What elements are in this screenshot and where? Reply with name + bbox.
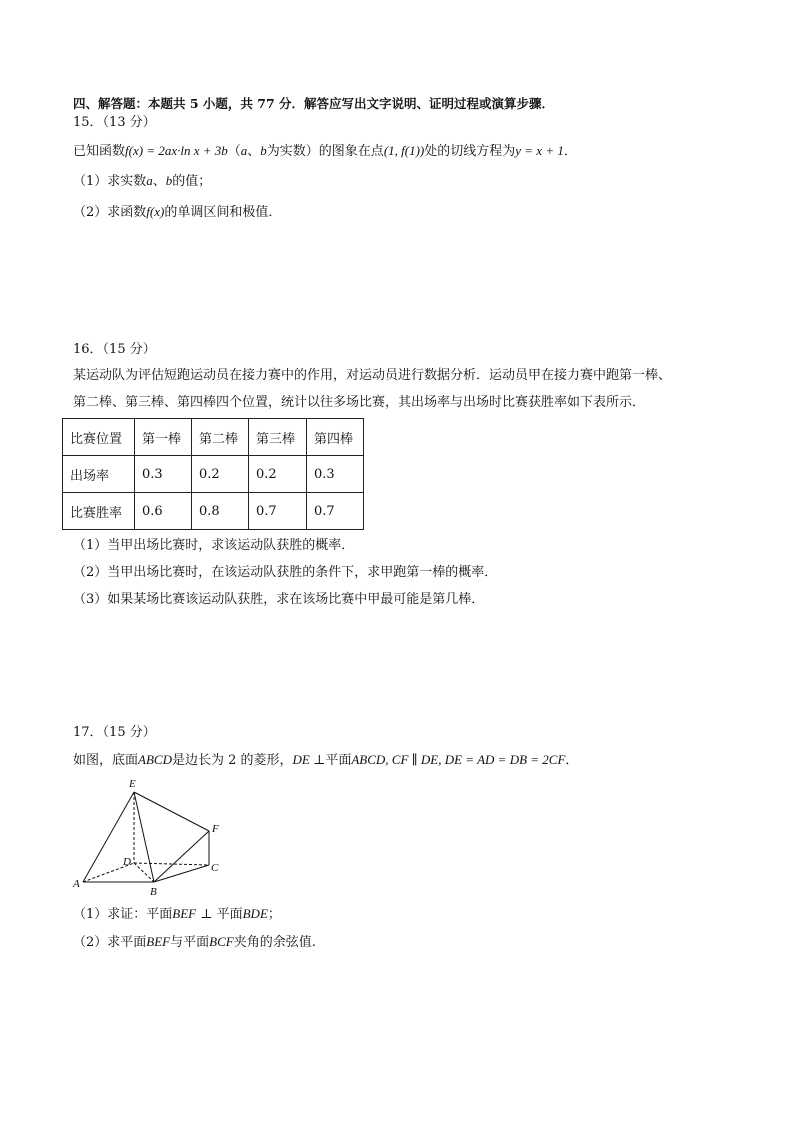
q15-stem-text-b: （ [227, 144, 241, 159]
q15-part1-text-b: 、 [152, 174, 166, 189]
vertex-label-e: E [129, 778, 136, 790]
q15-part2 [73, 203, 281, 222]
table-cell: 0.8 [192, 493, 249, 530]
q15-part1-var-a: a [146, 173, 153, 188]
table-header-cell: 比赛位置 [63, 419, 135, 456]
vertex-label-f: F [212, 823, 219, 835]
q17-part2-text-b: 与平面 [170, 935, 210, 950]
q15-tangent-point: (1, f(1)) [383, 143, 425, 158]
table-header-cell: 第二棒 [192, 419, 249, 456]
q17-part2-plane-bef: BEF [146, 934, 171, 949]
q15-stem-text-c: 、 [247, 144, 261, 159]
q17-part1-plane-bde: BDE [242, 906, 268, 921]
q16-part2: （2）当甲出场比赛时，在该运动队获胜的条件下，求甲跑第一棒的概率． [73, 565, 498, 580]
table-header-cell: 第四棒 [307, 419, 364, 456]
vertex-label-b: B [150, 886, 157, 898]
q17-part2-text-a: （2）求平面 [73, 935, 147, 950]
q15-part1-var-b: b [165, 173, 173, 188]
q17-part1-text-b: ⊥ 平面 [196, 907, 243, 922]
q17-base-name: ABCD [138, 752, 172, 767]
edge-dc-hidden [134, 863, 209, 865]
q15-stem-text-f: ． [563, 144, 577, 159]
q15-stem-text-e: 处的切线方程为 [424, 144, 516, 159]
q17-stem-text-d: ． [565, 753, 579, 768]
q17-part2-plane-bcf: BCF [209, 934, 234, 949]
q17-part1-text-c: ； [267, 907, 281, 922]
q17-stem [73, 751, 578, 770]
q17-geometry-figure [66, 774, 236, 900]
q16-part3: （3）如果某场比赛该运动队获胜，求在该场比赛中甲最可能是第几棒． [73, 592, 485, 607]
table-cell: 0.6 [135, 493, 192, 530]
q16-part1: （1）当甲出场比赛时，求该运动队获胜的概率． [73, 538, 355, 553]
q15-stem [73, 142, 577, 161]
edge-bf [154, 831, 209, 882]
q15-var-a: a [240, 143, 248, 158]
q17-perp-condition: DE ⊥ [292, 752, 326, 767]
q17-part1-text-a: （1）求证：平面 [73, 907, 173, 922]
table-header-cell: 第一棒 [135, 419, 192, 456]
q17-header: 17．（15 分） [73, 725, 156, 740]
table-cell: 0.2 [249, 456, 307, 493]
q17-part1 [73, 905, 281, 924]
q17-stem-text-c: 平面 [325, 753, 352, 768]
q15-function-name: f(x) [125, 143, 144, 158]
q17-part2 [73, 933, 316, 952]
table-cell: 0.2 [192, 456, 249, 493]
vertex-label-a: A [73, 878, 80, 890]
q15-tangent-equation: y = x + 1 [515, 143, 564, 158]
table-cell: 0.3 [135, 456, 192, 493]
section-heading: 四、解答题：本题共 5 小题，共 77 分．解答应写出文字说明、证明过程或演算步骤． [73, 96, 555, 111]
q17-stem-text-b: 是边长为 2 的菱形， [171, 753, 293, 768]
table-cell: 0.3 [307, 456, 364, 493]
q16-stem-line2: 第二棒、第三棒、第四棒四个位置，统计以往多场比赛，其出场率与出场时比赛获胜率如下表所示． [73, 395, 646, 410]
q15-header: 15．（13 分） [73, 115, 156, 130]
edge-bc [154, 865, 209, 882]
table-header-row [63, 419, 364, 456]
q17-stem-text-a: 如图，底面 [73, 753, 139, 768]
q15-part2-function: f(x) [146, 204, 165, 219]
table-cell: 0.7 [307, 493, 364, 530]
q15-function-expression: = 2ax·ln x + 3b [143, 143, 228, 158]
q15-part1-text-a: （1）求实数 [73, 174, 147, 189]
q15-part1 [73, 172, 211, 191]
vertex-label-d: D [123, 856, 131, 868]
q15-part2-text-a: （2）求函数 [73, 205, 147, 220]
q15-part1-text-c: 的值； [172, 174, 212, 189]
q15-stem-text-d: 为实数）的图象在点 [266, 144, 384, 159]
edge-ea [83, 792, 134, 882]
q15-var-b: b [260, 143, 267, 158]
q16-stem-line1: 某运动队为评估短跑运动员在接力赛中的作用，对运动员进行数据分析．运动员甲在接力赛中跑第一棒、 [73, 368, 672, 383]
table-row [63, 456, 364, 493]
q15-part2-text-b: 的单调区间和极值． [164, 205, 282, 220]
table-header-cell: 第三棒 [249, 419, 307, 456]
table-cell: 0.7 [249, 493, 307, 530]
q16-header: 16．（15 分） [73, 342, 156, 357]
q17-conditions: ABCD, CF ∥ DE, DE = AD = DB = 2CF [351, 752, 566, 767]
q17-part1-plane-bef: BEF [172, 906, 197, 921]
q16-data-table [62, 418, 364, 530]
q15-stem-text-a: 已知函数 [73, 144, 126, 159]
vertex-label-c: C [211, 862, 219, 874]
table-cell: 比赛胜率 [63, 493, 135, 530]
table-cell: 出场率 [63, 456, 135, 493]
edge-eb [134, 792, 154, 882]
edge-ef [134, 792, 209, 831]
table-row [63, 493, 364, 530]
q17-part2-text-c: 夹角的余弦值. [233, 935, 316, 950]
edge-db-hidden [134, 863, 154, 882]
